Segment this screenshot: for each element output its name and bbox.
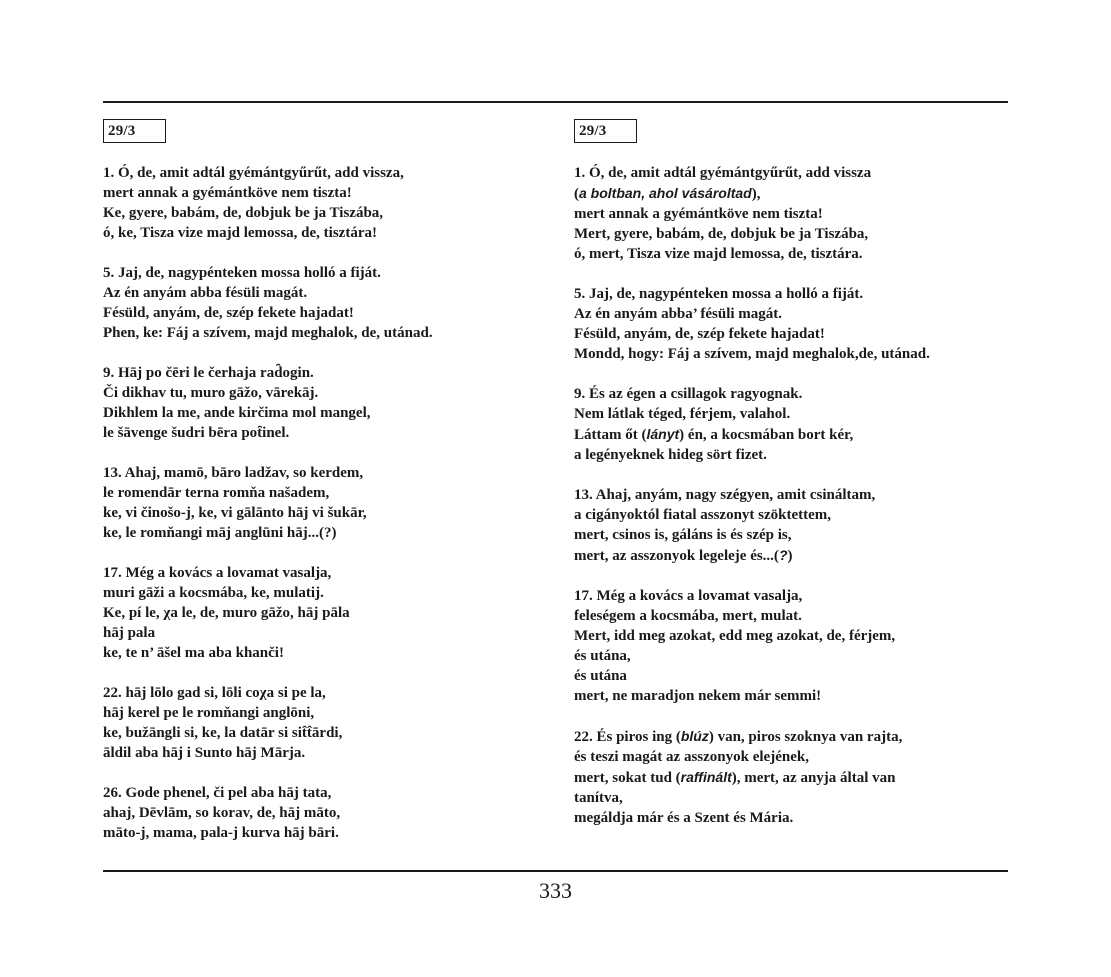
verse-line: 17. Még a kovács a lovamat vasalja,	[574, 588, 803, 604]
verse-line: āldil aba hāj i Sunto hāj Mārja.	[103, 745, 306, 761]
verse-line: 9. Hāj po čēri le čerhaja rad̑ogin.	[103, 365, 314, 381]
verse-line: māto-j, mama, pala-j kurva hāj bāri.	[103, 825, 339, 841]
verse-line: 13. Ahaj, anyám, nagy szégyen, amit csináltam,	[574, 487, 876, 503]
romani-column	[103, 119, 543, 863]
verse-line: le romendār terna romňa našadem,	[103, 485, 330, 501]
stanza	[103, 563, 543, 663]
verse-line: ó, mert, Tisza vize majd lemossa, de, tisztára.	[574, 246, 863, 262]
page-number: 333	[539, 878, 572, 903]
verse-line: 9. És az égen a csillagok ragyognak.	[574, 386, 803, 402]
verse-line: 5. Jaj, de, nagypénteken mossa holló a fiját.	[103, 265, 381, 281]
verse-line: ke, vi činošo-j, ke, vi gālānto hāj vi šukār,	[103, 505, 367, 521]
verse-line: 1. Ó, de, amit adtál gyémántgyűrűt, add vissza	[574, 165, 872, 181]
stanza	[103, 783, 543, 843]
verse-line: 26. Gode phenel, či pel aba hāj tata,	[103, 785, 332, 801]
verse-line: a legényeknek hideg sört fizet.	[574, 447, 767, 463]
verse-line: és utána	[574, 668, 627, 684]
stanza	[103, 163, 543, 243]
verse-line: Láttam őt (lányt) én, a kocsmában bort kér,	[574, 426, 854, 443]
stanza	[574, 284, 1014, 364]
stanza	[103, 683, 543, 763]
verse-line: 1. Ó, de, amit adtál gyémántgyűrűt, add vissza,	[103, 165, 404, 181]
verse-line: le šāvenge šudri bēra pot̑inel.	[103, 425, 290, 441]
verse-line: és utána,	[574, 648, 631, 664]
verse-line: Či dikhav tu, muro gāžo, vārekāj.	[103, 385, 319, 401]
stanza	[574, 163, 1014, 264]
stanza	[103, 363, 543, 443]
verse-line: tanítva,	[574, 790, 623, 806]
stanza	[574, 384, 1014, 465]
top-rule	[103, 101, 1008, 103]
verse-line: a cigányoktól fiatal asszonyt szöktettem,	[574, 507, 832, 523]
verse-line: 22. hāj lōlo gad si, lōli coχa si pe la,	[103, 685, 326, 701]
verse-line: Az én anyám abba fésüli magát.	[103, 285, 308, 301]
stanza	[103, 263, 543, 343]
verse-line: mert, ne maradjon nekem már semmi!	[574, 688, 822, 704]
verse-line: Mondd, hogy: Fáj a szívem, majd meghalok,de, utánad.	[574, 346, 930, 362]
verse-line: ó, ke, Tisza vize majd lemossa, de, tisztára!	[103, 225, 377, 241]
verse-line: ahaj, Dēvlām, so korav, de, hāj māto,	[103, 805, 341, 821]
verse-line: mert, sokat tud (raffinált), mert, az anyja által van	[574, 769, 896, 786]
verse-line: megáldja már és a Szent és Mária.	[574, 810, 794, 826]
stanza	[574, 726, 1014, 828]
verse-line: (a boltban, ahol vásároltad),	[574, 185, 761, 202]
verse-line: muri gāži a kocsmába, ke, mulatij.	[103, 585, 324, 601]
verse-line: mert annak a gyémántköve nem tiszta!	[574, 206, 823, 222]
verse-line: mert, csinos is, gáláns is és szép is,	[574, 527, 792, 543]
stanza	[574, 586, 1014, 706]
verse-line: Nem látlak téged, férjem, valahol.	[574, 406, 791, 422]
verse-line: ke, bužāngli si, ke, la datār si sit̂t̂ārdi,	[103, 725, 343, 741]
stanza-list	[103, 163, 543, 843]
verse-line: Mert, idd meg azokat, edd meg azokat, de, férjem,	[574, 628, 896, 644]
verse-line: 22. És piros ing (blúz) van, piros szoknya van rajta,	[574, 728, 903, 745]
verse-line: Fésüld, anyám, de, szép fekete hajadat!	[574, 326, 825, 342]
stanza-list	[574, 163, 1014, 828]
verse-line: Phen, ke: Fáj a szívem, majd meghalok, de, utánad.	[103, 325, 433, 341]
verse-line: Dikhlem la me, ande kirčima mol mangel,	[103, 405, 371, 421]
verse-line: feleségem a kocsmába, mert, mulat.	[574, 608, 802, 624]
verse-line: Ke, gyere, babám, de, dobjuk be ja Tiszába,	[103, 205, 384, 221]
bottom-rule	[103, 870, 1008, 872]
hungarian-translation-column	[574, 119, 1014, 848]
verse-line: Ke, pí le, χa le, de, muro gāžo, hāj pāla	[103, 605, 350, 621]
verse-line: hāj kerel pe le romňangi anglōni,	[103, 705, 315, 721]
verse-line: mert annak a gyémántköve nem tiszta!	[103, 185, 352, 201]
verse-line: 5. Jaj, de, nagypénteken mossa a holló a fiját.	[574, 286, 864, 302]
verse-line: hāj pala	[103, 625, 156, 641]
verse-line: 13. Ahaj, mamō, bāro ladžav, so kerdem,	[103, 465, 364, 481]
verse-line: Fésüld, anyám, de, szép fekete hajadat!	[103, 305, 354, 321]
verse-line: mert, az asszonyok legeleje és...(?)	[574, 547, 793, 564]
stanza	[103, 463, 543, 543]
song-reference-box: 29/3	[574, 119, 637, 143]
verse-line: 17. Még a kovács a lovamat vasalja,	[103, 565, 332, 581]
verse-line: ke, le romňangi māj anglūni hāj...(?)	[103, 525, 337, 541]
verse-line: Az én anyám abba’ fésüli magát.	[574, 306, 783, 322]
song-reference-box: 29/3	[103, 119, 166, 143]
verse-line: és teszi magát az asszonyok elejének,	[574, 749, 809, 765]
stanza	[574, 485, 1014, 566]
verse-line: Mert, gyere, babám, de, dobjuk be ja Tiszába,	[574, 226, 869, 242]
verse-line: ke, te n’ āšel ma aba khanči!	[103, 645, 284, 661]
